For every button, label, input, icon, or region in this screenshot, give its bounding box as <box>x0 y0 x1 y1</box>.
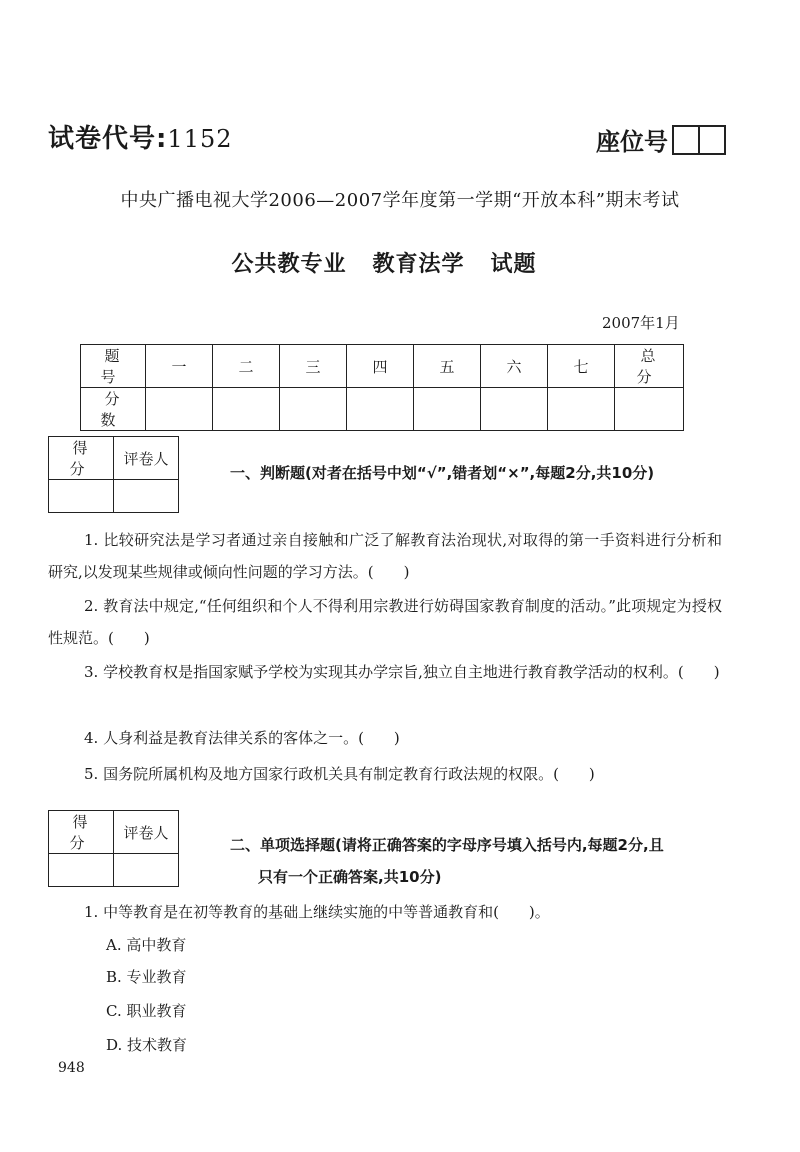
grader-name-label: 评卷人 <box>114 437 179 480</box>
score-cell <box>414 388 481 431</box>
score-table-col: 一 <box>146 345 213 388</box>
score-table-col: 二 <box>213 345 280 388</box>
exam-date: 2007年1月 <box>602 314 680 332</box>
grader-score-cell <box>49 480 114 513</box>
score-cell <box>615 388 684 431</box>
section1-heading: 一、判断题(对者在括号中划“√”,错者划“×”,每题2分,共10分) <box>230 464 655 482</box>
seat-number <box>596 122 726 157</box>
grader-name-label: 评卷人 <box>114 811 179 854</box>
score-cell <box>146 388 213 431</box>
score-table-col: 三 <box>280 345 347 388</box>
score-table-col: 七 <box>548 345 615 388</box>
section1-question-5: 5. 国务院所属机构及地方国家行政机关具有制定教育行政法规的权限。( ) <box>84 765 595 783</box>
score-cell <box>481 388 548 431</box>
score-table-row-label: 分 数 <box>81 388 146 431</box>
score-cell <box>548 388 615 431</box>
section1-question-3: 3. 学校教育权是指国家赋予学校为实现其办学宗旨,独立自主地进行教育教学活动的权利。( ) <box>84 663 720 681</box>
option-b: B. 专业教育 <box>106 968 187 986</box>
score-table-col: 四 <box>347 345 414 388</box>
grader-score-label: 得 分 <box>49 811 114 854</box>
paper-code-colon: : <box>156 124 168 154</box>
section1-question-1: 1. 比较研究法是学习者通过亲自接触和广泛了解教育法治现状,对取得的第一手资料进行分析和研究,以发现某些规律或倾向性问题的学习方法。( ) <box>48 531 722 581</box>
section2-heading-line2: 只有一个正确答案,共10分) <box>258 868 442 886</box>
option-c: C. 职业教育 <box>106 1002 187 1020</box>
grader-score-label: 得 分 <box>49 437 114 480</box>
grader-score-cell <box>49 854 114 887</box>
score-table-total-label: 总 分 <box>615 345 684 388</box>
paper-code-label: 试卷代号 <box>48 124 157 154</box>
section2-question-1: 1. 中等教育是在初等教育的基础上继续实施的中等普通教育和( )。 <box>84 903 550 921</box>
option-a: A. 高中教育 <box>106 936 187 954</box>
score-table-col: 六 <box>481 345 548 388</box>
page-number: 948 <box>58 1060 85 1076</box>
paper-code <box>48 118 233 155</box>
section2-heading-line1: 二、单项选择题(请将正确答案的字母序号填入括号内,每题2分,且 <box>230 836 664 854</box>
score-cell <box>280 388 347 431</box>
seat-number-boxes <box>672 125 726 155</box>
score-table-col: 五 <box>414 345 481 388</box>
section2-grader-box <box>48 810 179 887</box>
seat-box <box>698 127 724 153</box>
exam-title: 中央广播电视大学2006—2007学年度第一学期“开放本科”期末考试 <box>120 190 680 211</box>
paper-code-value: 1152 <box>167 125 233 153</box>
score-table-row-label: 题 号 <box>81 345 146 388</box>
subject-title: 公共教专业 教育法学 试题 <box>231 252 537 277</box>
section1-question-2: 2. 教育法中规定,“任何组织和个人不得利用宗教进行妨碍国家教育制度的活动。”此项规定为授权性规范。( ) <box>48 597 722 647</box>
seat-number-label: 座位号 <box>596 128 668 156</box>
option-d: D. 技术教育 <box>106 1036 188 1054</box>
grader-name-cell <box>114 854 179 887</box>
score-cell <box>347 388 414 431</box>
score-table-header-row <box>81 345 684 388</box>
section1-grader-box <box>48 436 179 513</box>
score-table <box>80 344 684 431</box>
score-table-score-row <box>81 388 684 431</box>
grader-name-cell <box>114 480 179 513</box>
seat-box <box>674 127 698 153</box>
section1-question-4: 4. 人身利益是教育法律关系的客体之一。( ) <box>84 729 400 747</box>
score-cell <box>213 388 280 431</box>
